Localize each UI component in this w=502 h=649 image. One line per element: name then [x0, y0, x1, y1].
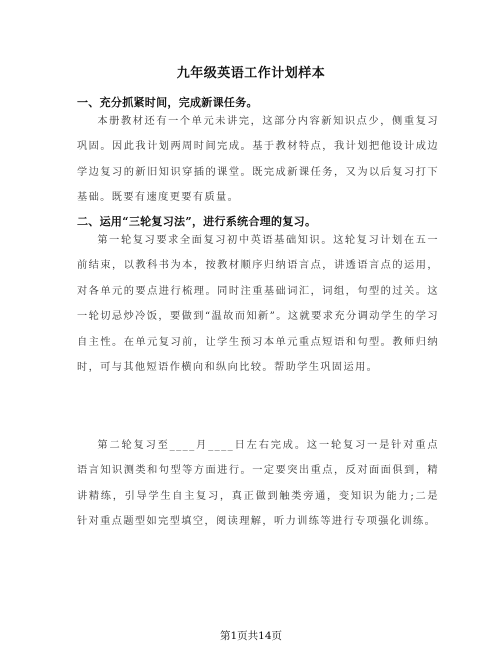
document-title: 九年级英语工作计划样本 — [176, 66, 326, 81]
section-2-paragraph-2: 第二轮复习至____月____日左右完成。这一轮复习一是针对重点语言知识测类和句型等方面进行。一定要突出重点，反对面面俱到，精讲精练，引导学生自主复习，真正做到触类旁通，变知识为能力;二是针对重点题型如完型填空，阅读理解，听力训练等进行专项强化训练。 — [77, 440, 439, 528]
section-1-paragraph: 本册教材还有一个单元未讲完，这部分内容新知识点少，侧重复习巩固。因此我计划两周时间完成。基于教材特点，我计划把他设计成边学边复习的新旧知识穿插的课堂。既完成新课任务，又为以后复习打下基础。既要有速度更要有质量。 — [77, 116, 439, 204]
section-heading-2: 二、运用“三轮复习法”，进行系统合理的复习。 — [77, 215, 317, 228]
section-2-paragraph-1: 第一轮复习要求全面复习初中英语基础知识。这轮复习计划在五一前结束，以教科书为本，按教材顺序归纳语言点，讲透语言点的运用，对各单元的要点进行梳理。同时注重基础词汇，词组，句型的过关。这一轮切忌炒冷饭，要做到“温故而知新”。这就要求充分调动学生的学习自主性。在单元复习前，让学生预习本单元重点短语和句型。教师归纳时，可与其他短语作横向和纵向比较。帮助学生巩固运用。 — [77, 235, 439, 374]
page-footer: 第1页共14页 — [219, 630, 283, 642]
section-heading-1: 一、充分抓紧时间，完成新课任务。 — [77, 96, 258, 109]
